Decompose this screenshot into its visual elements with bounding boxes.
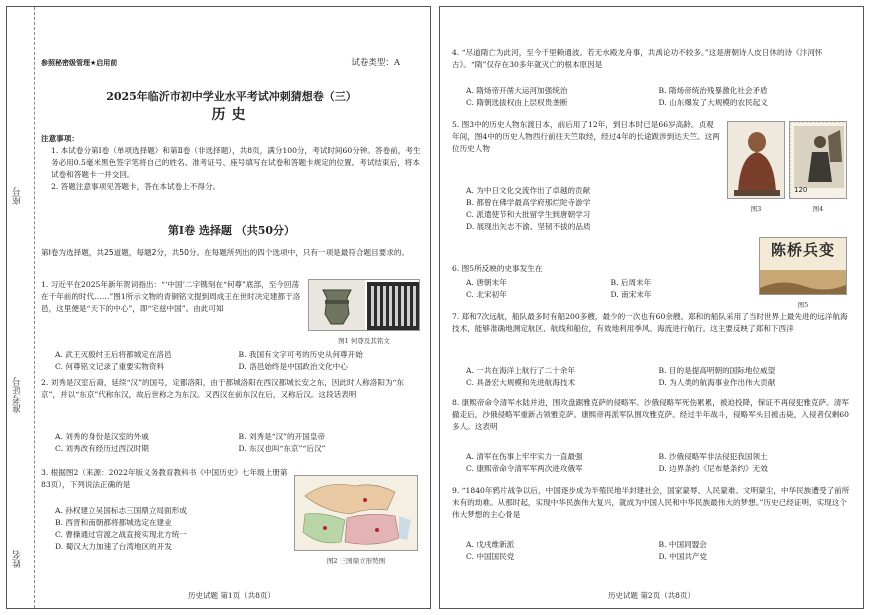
q9-option-b[interactable]: B. 中国同盟会 xyxy=(658,540,707,549)
q5-option-a[interactable]: A. 为中日文化交流作出了卓越的贡献 xyxy=(466,186,591,195)
q1-option-d[interactable]: D. 洛邑始终是中国政治文化中心 xyxy=(238,362,348,371)
figure-2-caption: 图2 三国鼎立形势图 xyxy=(326,557,386,565)
exam-title: 2025年临沂市初中学业水平考试冲刺猜想卷（三） xyxy=(106,90,357,103)
q2-option-a[interactable]: A. 刘秀的身份是汉室的外戚 xyxy=(55,432,149,441)
q4-option-d[interactable]: D. 山东爆发了大规模的农民起义 xyxy=(658,98,768,107)
question-1-stem: 1. 习近平在2025年新年贺词指出：“‘中国’二字镌刻在“何尊”底部，至今回荡在千年前的时代……”图1所示文物的青铜铭文提到周成王在世时决定建都于洛邑，这里便是“天下的中心”，即“宅兹中国”。由此可知 xyxy=(41,280,301,313)
question-8-stem: 8. 康熙帝命令清军水陆并进，围攻盘踞雅克萨的侵略军。沙俄侵略军死伤累累，被迫投降，保证不再侵犯雅克萨。清军撤走后，沙俄侵略军重新占领雅克萨。康熙帝再派军队围攻雅克萨。经过半年战斗，侵略军头目被击毙，入侵者仅剩60多人。这表明 xyxy=(452,398,849,431)
note-1: 1. 本试卷分第Ⅰ卷（单项选择题）和第Ⅱ卷（非选择题），共8页，满分100分，考试时间60分钟。答卷前，考生务必用0.5毫米黑色签字笔将自己的姓名、准考证号、座号填写在试卷和答题卡规定的位置。考试结束后，将本试卷和答题卡一并交回。 xyxy=(51,146,421,179)
q9-option-d[interactable]: D. 中国共产党 xyxy=(658,552,708,561)
header-row xyxy=(41,57,422,69)
q1-option-b[interactable]: B. 我国有文字可考的历史从何尊开始 xyxy=(238,350,363,359)
q7-option-a[interactable]: A. 一共在海洋上航行了二十余年 xyxy=(466,366,576,375)
q3-option-c[interactable]: C. 曹操通过官渡之战直接实现北方统一 xyxy=(55,530,187,539)
q2-option-d[interactable]: D. 东汉也叫“东京”“后汉” xyxy=(238,444,326,453)
question-4-stem: 4. “尽道隋亡为此河，至今千里赖通波。若无水殿龙舟事，共禹论功不较多。”这是唐朝诗人皮日休的诗《汴河怀古》。“隋”仅存在30多年就灭亡的根本原因是 xyxy=(452,48,823,69)
question-6-options xyxy=(452,277,755,301)
q3-option-b[interactable]: B. 西晋和南朝都将都城选定在建业 xyxy=(55,518,172,527)
q9-option-c[interactable]: C. 中国国民党 xyxy=(466,552,515,561)
question-8-options xyxy=(452,451,851,475)
question-7-stem: 7. 郑和7次远航，船队最多时有船200多艘，最少的一次也有60余艘。郑和的船队采用了当时世界上最先进的远洋航海技术，能够准确地测定航区、航线和船位，有效地利用季风、海流进行航行。这主要反映了郑和下西洋 xyxy=(452,312,848,333)
question-2-options xyxy=(41,431,422,455)
q4-option-a[interactable]: A. 隋炀帝开凿大运河加强统治 xyxy=(466,86,568,95)
figure-1-caption: 图1 何尊及其铭文 xyxy=(338,337,390,345)
figure-4-stamp xyxy=(789,121,847,199)
figure-4-caption: 图4 xyxy=(812,205,824,213)
subject-title: 历史 xyxy=(211,107,252,123)
figure-2-map xyxy=(294,475,418,551)
q8-option-a[interactable]: A. 清军在伤事上牢牢实力一直最强 xyxy=(466,452,583,461)
bronze-vessel-icon xyxy=(309,280,420,331)
q2-option-b[interactable]: B. 刘秀是“汉”的开国皇帝 xyxy=(238,432,326,441)
q8-option-d[interactable]: D. 边界条约《尼布楚条约》无效 xyxy=(658,464,768,473)
q6-option-b[interactable]: B. 后周末年 xyxy=(610,278,652,287)
painting-scene-icon xyxy=(760,270,847,294)
question-4-options xyxy=(452,85,851,109)
q7-option-c[interactable]: C. 具备宏大规模和先进航海技术 xyxy=(466,378,576,387)
q5-option-b[interactable]: B. 都曾在佛学最高学府那烂陀寺游学 xyxy=(466,198,591,207)
page-1-content xyxy=(41,7,422,608)
q3-option-d[interactable]: D. 蜀汉大力加速了台湾地区的开发 xyxy=(55,542,172,551)
question-5-options xyxy=(452,185,721,233)
q4-option-b[interactable]: B. 隋炀帝统治残暴激化社会矛盾 xyxy=(658,86,768,95)
question-2-stem: 2. 刘秀是汉室后裔，延续“汉”的国号，定都洛阳，由于都城洛阳在西汉都城长安之东，因此时人称洛阳为“东京”，并以“东京”代称东汉，故后世称之为东汉。又西汉在前东汉在后，又称后汉。这段话表明 xyxy=(41,378,405,399)
page-2-footer: 历史试题 第2页（共8页） xyxy=(608,591,695,600)
question-6-stem: 6. 图5所反映的史事发生在 xyxy=(452,264,543,273)
q2-option-c[interactable]: C. 刘秀改有经历过西汉时期 xyxy=(55,444,149,453)
figure-1 xyxy=(308,279,420,331)
exam-number-label: 准考证号 xyxy=(13,377,23,413)
name-label: 姓名 xyxy=(13,550,23,568)
monk-statue-icon xyxy=(728,122,785,199)
q3-option-a[interactable]: A. 孙权建立吴国标志三国鼎立局面形成 xyxy=(55,506,187,515)
q7-option-d[interactable]: D. 为人类的航海事业作出伟大贡献 xyxy=(658,378,776,387)
notes-block xyxy=(41,133,422,193)
page-1-footer: 历史试题 第1页（共8页） xyxy=(188,591,275,600)
question-3-options xyxy=(41,505,290,553)
q1-option-c[interactable]: C. 何尊铭文记录了重要实物资料 xyxy=(55,362,165,371)
question-9-options xyxy=(452,539,851,563)
figure-5-text: 陈桥兵变 xyxy=(770,241,835,259)
figure-3-caption: 图3 xyxy=(750,205,762,213)
question-9-stem: 9. “1840年鸦片战争以后，中国逐步成为半殖民地半封建社会，国家蒙辱、人民蒙难、文明蒙尘，中华民族遭受了前所未有的劫难。从那时起，实现中华民族伟大复兴，就成为中国人民和中华民族最伟大的梦想。”历史已经证明，实现这个伟大梦想的主心骨是 xyxy=(452,486,850,519)
question-1-options xyxy=(41,349,422,373)
exam-page-1 xyxy=(6,6,431,609)
figure-5-caption: 图5 xyxy=(797,301,809,309)
page-2-content xyxy=(452,7,851,608)
notes-title: 注意事项： xyxy=(41,134,79,143)
exam-page-2 xyxy=(439,6,864,609)
binding-margin xyxy=(7,7,35,608)
q8-option-b[interactable]: B. 沙俄侵略军非法侵犯我国领土 xyxy=(658,452,768,461)
seat-number-label: 座号 xyxy=(13,187,23,205)
q1-option-a[interactable]: A. 武王灭殷纣王后将都城定在洛邑 xyxy=(55,350,172,359)
figure-3-statue xyxy=(727,121,785,199)
question-3-stem: 3. 根据图2（来源：2022年版义务教育教科书《中国历史》七年级上册第83页），下列说法正确的是 xyxy=(41,468,288,489)
q4-option-c[interactable]: C. 隋朝选拔权由上层权贵垄断 xyxy=(466,98,568,107)
three-kingdoms-map-icon xyxy=(295,476,418,551)
q7-option-b[interactable]: B. 目的是提高明朝的国际地位威望 xyxy=(658,366,776,375)
q9-option-a[interactable]: A. 戊戌维新派 xyxy=(466,540,515,549)
q8-option-c[interactable]: C. 康熙帝命令清军军两次进攻俄军 xyxy=(466,464,583,473)
q6-option-a[interactable]: A. 唐朝末年 xyxy=(466,278,507,287)
q6-option-d[interactable]: D. 南宋末年 xyxy=(610,290,652,299)
paper-type: 试卷类型：A xyxy=(351,58,400,68)
stamp-value: 120 xyxy=(794,186,808,194)
question-7-options xyxy=(452,365,851,389)
figure-5-painting xyxy=(759,237,847,295)
q5-option-d[interactable]: D. 展现出矢志不渝、坚韧不拔的品质 xyxy=(466,222,591,231)
q5-option-c[interactable]: C. 派遣使节和大批留学生到唐朝学习 xyxy=(466,210,591,219)
section-intro: 第Ⅰ卷为选择题，共25道题，每题2分，共50分。在每题所列出的四个选项中，只有一项是最符合题目要求的。 xyxy=(41,248,410,257)
note-2: 2. 答题注意事项见答题卡，答在本试卷上不得分。 xyxy=(51,182,221,191)
question-5-stem: 5. 图3中的历史人物东渡日本，前后用了12年，到日本时已是66岁高龄。贞观年间，图4中的历史人物西行前往天竺取经，经过4年的长途跋涉到达天竺。这两位历史人物 xyxy=(452,120,720,153)
secret-level: 参照秘密级管理★启用前 xyxy=(41,59,118,67)
q6-option-c[interactable]: C. 北宋初年 xyxy=(466,290,507,299)
section-title: 第Ⅰ卷 选择题 （共50分） xyxy=(167,224,296,237)
